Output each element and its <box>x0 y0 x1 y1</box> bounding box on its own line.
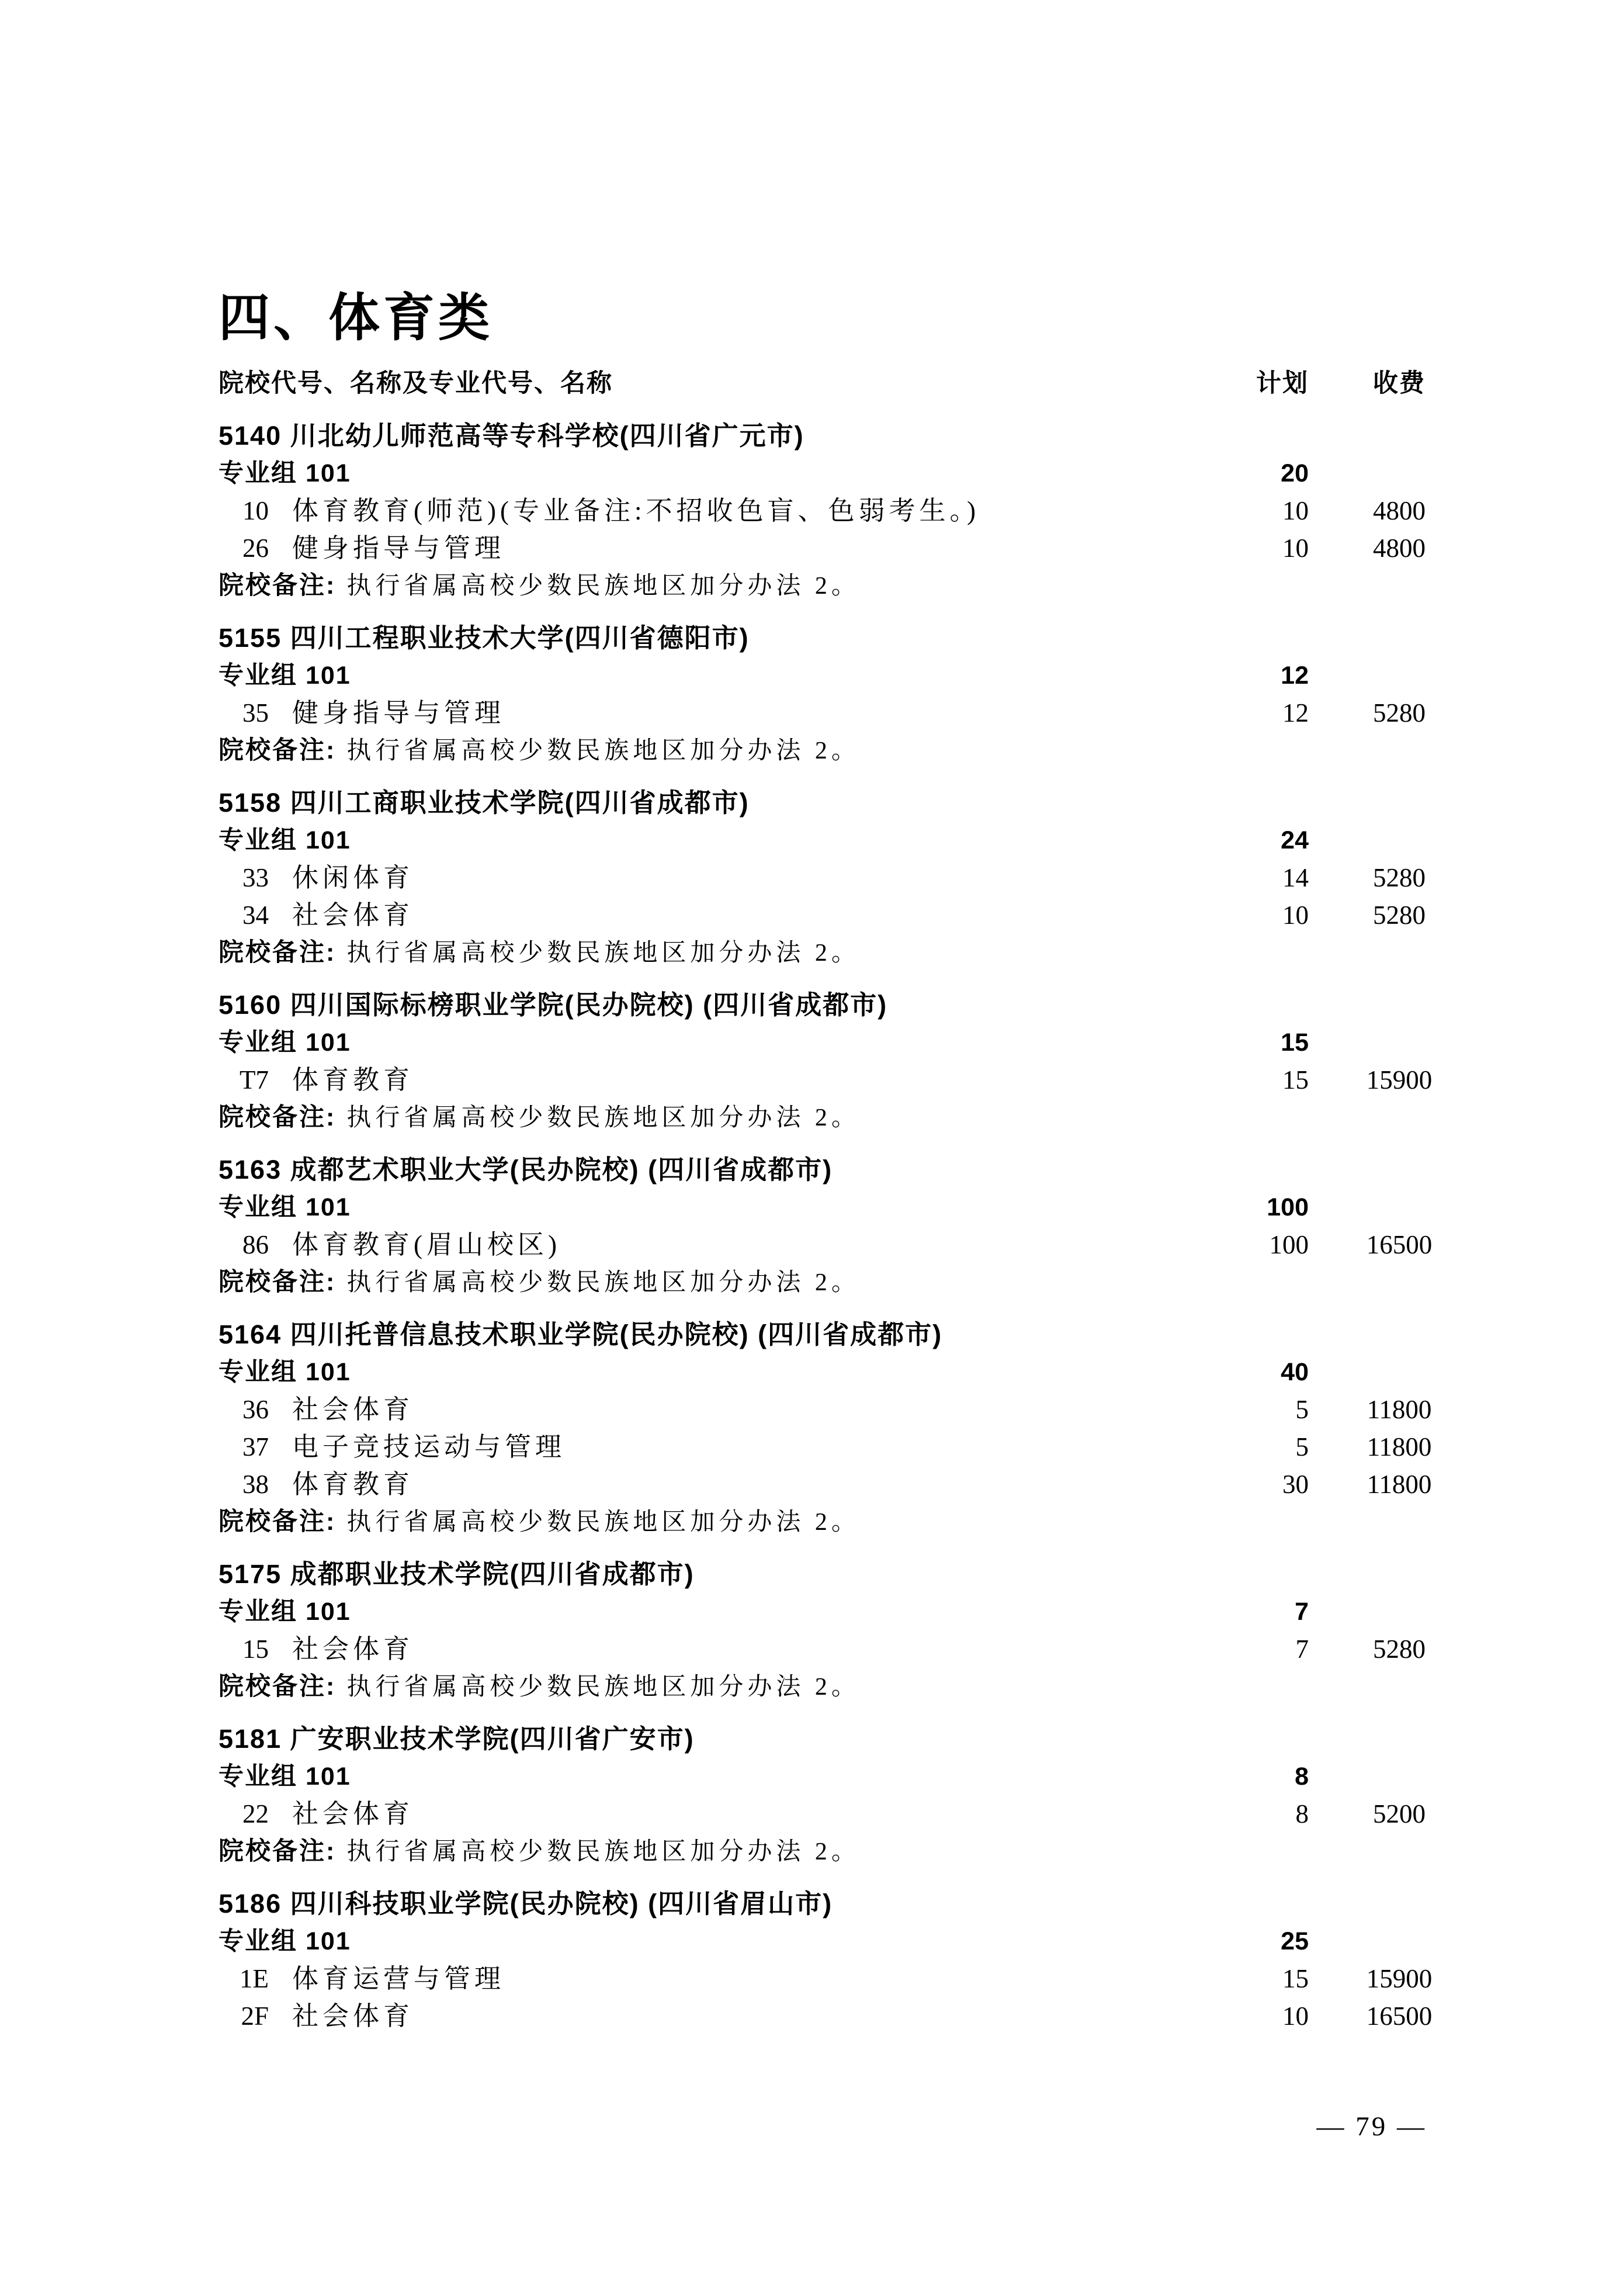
note-text: 执行省属高校少数民族地区加分办法 2。 <box>346 1269 860 1296</box>
major-row-fee: 4800 <box>1373 534 1426 563</box>
major-name: 健身指导与管理 <box>292 698 505 728</box>
note-label: 院校备注: <box>219 1103 337 1131</box>
school-block <box>219 986 1449 1136</box>
major-title <box>219 859 1233 896</box>
major-row-fee: 5280 <box>1373 1634 1426 1664</box>
group-row <box>219 1353 1449 1391</box>
note-cell <box>219 1833 1233 1876</box>
school-row <box>219 1885 1449 1923</box>
major-code: 37 <box>242 1432 269 1462</box>
school-title: 5164 四川托普信息技术职业学院(民办院校) (四川省成都市) <box>219 1320 943 1349</box>
major-row-plan: 7 <box>1295 1634 1309 1664</box>
major-title <box>219 492 1233 529</box>
major-name: 体育教育 <box>292 1065 414 1095</box>
note-label: 院校备注: <box>219 1837 337 1865</box>
major-row-plan: 5 <box>1295 1395 1309 1424</box>
major-row <box>219 1997 1449 2035</box>
note-text: 执行省属高校少数民族地区加分办法 2。 <box>346 940 860 967</box>
group-label: 专业组 101 <box>219 459 351 487</box>
school-row <box>219 1151 1449 1189</box>
school-title: 5175 成都职业技术学院(四川省成都市) <box>219 1559 695 1589</box>
major-name: 体育教育 <box>292 1470 414 1499</box>
major-code: 2F <box>241 2001 269 2031</box>
group-row-plan: 7 <box>1295 1598 1309 1626</box>
school-row <box>219 1720 1449 1758</box>
major-code: 35 <box>242 698 269 728</box>
table-header-row <box>219 365 1449 402</box>
school-title: 5140 川北幼儿师范高等专科学校(四川省广元市) <box>219 421 804 451</box>
major-code: 10 <box>242 496 269 525</box>
group-row <box>219 657 1449 694</box>
school-row <box>219 417 1449 455</box>
school-row <box>219 986 1449 1024</box>
school-title: 5186 四川科技职业学院(民办院校) (四川省眉山市) <box>219 1889 833 1918</box>
major-row <box>219 1960 1449 1997</box>
note-cell <box>219 567 1233 610</box>
group-row-plan: 8 <box>1295 1762 1309 1791</box>
group-row-plan: 25 <box>1281 1927 1309 1955</box>
major-row-plan: 10 <box>1282 901 1309 930</box>
school-block <box>219 417 1449 604</box>
note-cell <box>219 1263 1233 1307</box>
major-code: 33 <box>242 863 269 892</box>
group-row <box>219 1189 1449 1226</box>
page-number-text: — 79 — <box>1316 2111 1427 2142</box>
group-row-plan: 15 <box>1281 1028 1309 1057</box>
major-name: 社会体育 <box>292 1395 414 1424</box>
note-text: 执行省属高校少数民族地区加分办法 2。 <box>346 1104 860 1131</box>
note-row <box>219 1503 1449 1540</box>
note-text: 执行省属高校少数民族地区加分办法 2。 <box>346 1674 860 1701</box>
header-plan-col: 计划 <box>1256 369 1309 397</box>
major-code: 86 <box>242 1230 269 1259</box>
major-row-plan: 5 <box>1295 1432 1309 1462</box>
major-code: 22 <box>242 1799 269 1829</box>
major-row-plan: 15 <box>1282 1065 1309 1095</box>
major-code: 36 <box>242 1395 269 1424</box>
major-name: 体育运营与管理 <box>292 1964 505 1993</box>
school-block <box>219 1151 1449 1301</box>
school-row <box>219 784 1449 822</box>
school-row <box>219 619 1449 657</box>
major-row <box>219 896 1449 934</box>
major-row <box>219 529 1449 567</box>
note-row <box>219 1263 1449 1301</box>
major-row <box>219 1428 1449 1466</box>
major-title <box>219 694 1233 732</box>
major-row <box>219 1466 1449 1503</box>
school-title: 5155 四川工程职业技术大学(四川省德阳市) <box>219 623 750 653</box>
section-title: 四、体育类 <box>219 289 494 347</box>
school-block <box>219 1556 1449 1705</box>
group-label: 专业组 101 <box>219 1193 351 1221</box>
note-label: 院校备注: <box>219 1672 337 1701</box>
major-code: T7 <box>240 1065 269 1095</box>
note-text: 执行省属高校少数民族地区加分办法 2。 <box>346 737 860 764</box>
group-label: 专业组 101 <box>219 1358 351 1386</box>
content-area <box>219 291 1449 2035</box>
major-row-plan: 14 <box>1282 863 1309 892</box>
group-row <box>219 1024 1449 1061</box>
major-name: 社会体育 <box>292 901 414 930</box>
note-row <box>219 1833 1449 1870</box>
school-list <box>219 417 1449 2035</box>
group-row <box>219 822 1449 859</box>
note-cell <box>219 1099 1233 1142</box>
major-row <box>219 1061 1449 1099</box>
note-label: 院校备注: <box>219 939 337 967</box>
major-row-fee: 5280 <box>1373 863 1426 892</box>
group-label: 专业组 101 <box>219 826 351 854</box>
major-row <box>219 1630 1449 1668</box>
group-label: 专业组 101 <box>219 1028 351 1057</box>
major-row-fee: 16500 <box>1366 1230 1433 1259</box>
major-name: 社会体育 <box>292 1799 414 1829</box>
group-label: 专业组 101 <box>219 662 351 690</box>
major-title <box>219 1960 1233 1997</box>
school-row <box>219 1316 1449 1353</box>
school-block <box>219 1720 1449 1870</box>
major-row-fee: 11800 <box>1367 1395 1432 1424</box>
school-title: 5181 广安职业技术学院(四川省广安市) <box>219 1724 695 1754</box>
note-row <box>219 934 1449 971</box>
group-label: 专业组 101 <box>219 1598 351 1626</box>
major-row-plan: 15 <box>1282 1964 1309 1993</box>
group-row-plan: 24 <box>1281 826 1309 854</box>
major-row <box>219 859 1449 896</box>
major-row-fee: 15900 <box>1366 1065 1433 1095</box>
major-title <box>219 1630 1233 1668</box>
header-fee-col: 收费 <box>1373 369 1426 397</box>
major-name: 体育教育(师范)(专业备注:不招收色盲、色弱考生。) <box>292 496 980 525</box>
major-name: 社会体育 <box>292 1634 414 1664</box>
major-row <box>219 1391 1449 1428</box>
group-row <box>219 1593 1449 1630</box>
major-code: 34 <box>242 901 269 930</box>
major-row-plan: 100 <box>1269 1230 1309 1259</box>
note-cell <box>219 732 1233 775</box>
school-block <box>219 1316 1449 1540</box>
major-row-fee: 5200 <box>1373 1799 1426 1829</box>
note-label: 院校备注: <box>219 1508 337 1536</box>
major-name: 体育教育(眉山校区) <box>292 1230 561 1259</box>
major-row-plan: 10 <box>1282 496 1309 525</box>
major-row-plan: 10 <box>1282 534 1309 563</box>
group-row <box>219 1758 1449 1795</box>
group-row <box>219 455 1449 492</box>
major-row <box>219 1226 1449 1263</box>
school-title: 5163 成都艺术职业大学(民办院校) (四川省成都市) <box>219 1155 833 1185</box>
note-row <box>219 732 1449 769</box>
major-title <box>219 1997 1233 2035</box>
major-row-plan: 12 <box>1282 698 1309 728</box>
major-code: 1E <box>240 1964 269 1993</box>
major-row-plan: 8 <box>1295 1799 1309 1829</box>
major-row-fee: 15900 <box>1366 1964 1433 1993</box>
note-cell <box>219 1668 1233 1711</box>
group-row-plan: 12 <box>1281 662 1309 690</box>
note-row <box>219 1668 1449 1705</box>
major-title <box>219 1428 1233 1466</box>
major-row-fee: 11800 <box>1367 1470 1432 1499</box>
group-row-plan: 20 <box>1281 459 1309 487</box>
major-row-plan: 10 <box>1282 2001 1309 2031</box>
note-label: 院校备注: <box>219 736 337 764</box>
major-name: 电子竞技运动与管理 <box>292 1432 566 1462</box>
header-name-col: 院校代号、名称及专业代号、名称 <box>219 369 613 397</box>
note-text: 执行省属高校少数民族地区加分办法 2。 <box>346 1509 860 1536</box>
major-title <box>219 529 1233 567</box>
major-row <box>219 1795 1449 1833</box>
note-text: 执行省属高校少数民族地区加分办法 2。 <box>346 1838 860 1865</box>
group-row-plan: 100 <box>1267 1193 1309 1221</box>
major-row-plan: 30 <box>1282 1470 1309 1499</box>
major-row-fee: 16500 <box>1366 2001 1433 2031</box>
major-name: 健身指导与管理 <box>292 534 505 563</box>
group-label: 专业组 101 <box>219 1927 351 1955</box>
note-cell <box>219 1503 1233 1546</box>
major-code: 15 <box>242 1634 269 1664</box>
major-row <box>219 694 1449 732</box>
major-title <box>219 1226 1233 1263</box>
school-block <box>219 1885 1449 2035</box>
note-label: 院校备注: <box>219 1268 337 1296</box>
note-row <box>219 1099 1449 1136</box>
group-row-plan: 40 <box>1281 1358 1309 1386</box>
page-number <box>1317 2111 1427 2142</box>
note-cell <box>219 934 1233 977</box>
school-row <box>219 1556 1449 1593</box>
major-name: 休闲体育 <box>292 863 414 892</box>
school-title: 5160 四川国际标榜职业学院(民办院校) (四川省成都市) <box>219 990 888 1020</box>
major-name: 社会体育 <box>292 2001 414 2031</box>
major-code: 26 <box>242 534 269 563</box>
note-text: 执行省属高校少数民族地区加分办法 2。 <box>346 573 860 600</box>
group-label: 专业组 101 <box>219 1762 351 1791</box>
major-row-fee: 11800 <box>1367 1432 1432 1462</box>
major-title <box>219 1466 1233 1503</box>
major-code: 38 <box>242 1470 269 1499</box>
major-title <box>219 1061 1233 1099</box>
major-title <box>219 896 1233 934</box>
major-row-fee: 4800 <box>1373 496 1426 525</box>
school-block <box>219 784 1449 971</box>
note-row <box>219 567 1449 604</box>
group-row <box>219 1923 1449 1960</box>
school-block <box>219 619 1449 769</box>
major-row-fee: 5280 <box>1373 901 1426 930</box>
note-label: 院校备注: <box>219 572 337 600</box>
school-title: 5158 四川工商职业技术学院(四川省成都市) <box>219 788 750 818</box>
major-row-fee: 5280 <box>1373 698 1426 728</box>
major-row <box>219 492 1449 529</box>
major-title <box>219 1391 1233 1428</box>
major-title <box>219 1795 1233 1833</box>
